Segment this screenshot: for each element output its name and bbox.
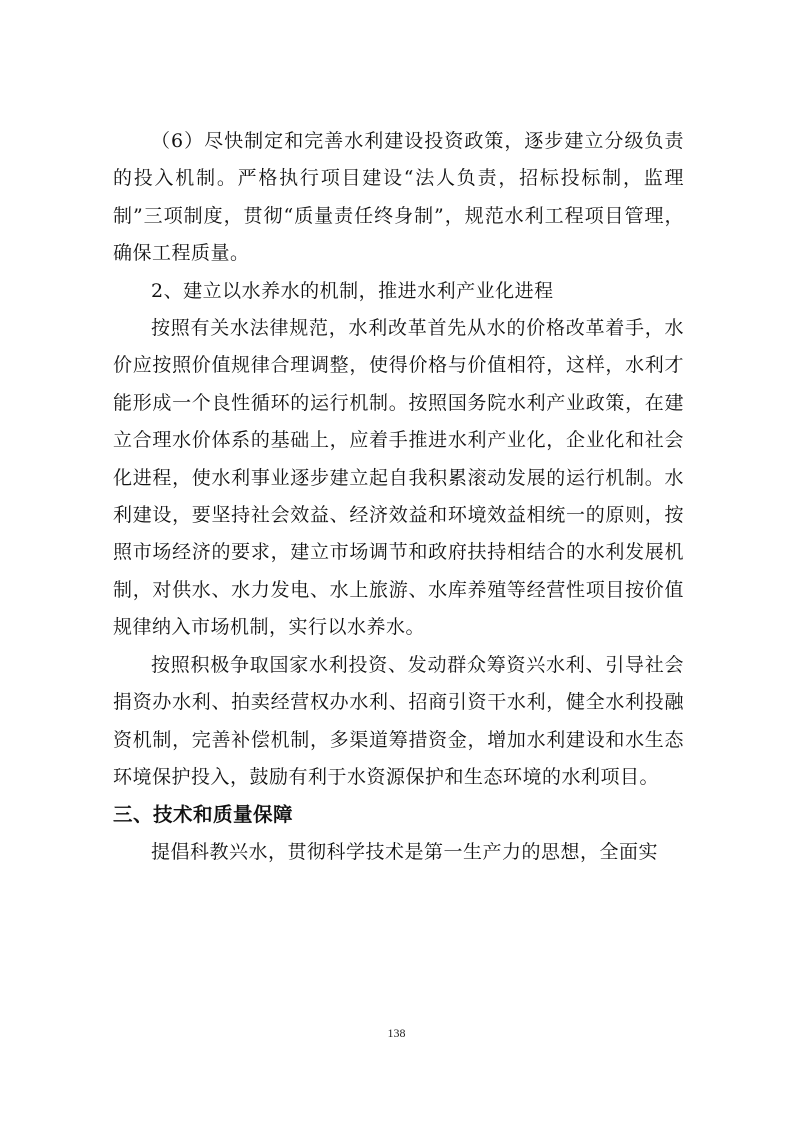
paragraph-investment-policy: （6）尽快制定和完善水利建设投资政策，逐步建立分级负责的投入机制。严格执行项目建设“法人负责，招标投标制，监理制”三项制度，贯彻“质量责任终身制”，规范水利工程项目管理，确保工程质量。 [113,130,684,265]
page-number: 138 [387,1026,406,1040]
paragraph-investment-financing: 按照积极争取国家水利投资、发动群众筹资兴水利、引导社会捐资办水利、拍卖经营权办水利、招商引资干水利，健全水利投融资机制，完善补偿机制，多渠道筹措资金，增加水利建设和水生态环境保护投入，鼓励有利于水资源保护和生态环境的水利项目。 [113,653,684,788]
paragraph-water-price-reform: 按照有关水法律规范，水利改革首先从水的价格改革着手，水价应按照价值规律合理调整，使得价格与价值相符，这样，水利才能形成一个良性循环的运行机制。按照国务院水利产业政策，在建立合理水价体系的基础上，应着手推进水利产业化，企业化和社会化进程，使水利事业逐步建立起自我积累滚动发展的运行机制。水利建设，要坚持社会效益、经济效益和环境效益相统一的原则，按照市场经济的要求，建立市场调节和政府扶持相结合的水利发展机制，对供水、水力发电、水上旅游、水库养殖等经营性项目按价值规律纳入市场机制，实行以水养水。 [113,317,684,639]
section-heading: 三、技术和质量保障 [113,803,294,827]
subheading-water-pricing: 2、建立以水养水的机制，推进水利产业化进程 [151,279,554,302]
document-body [113,123,684,871]
paragraph-technology: 提倡科教兴水，贯彻科学技术是第一生产力的思想，全面实 [151,840,659,863]
